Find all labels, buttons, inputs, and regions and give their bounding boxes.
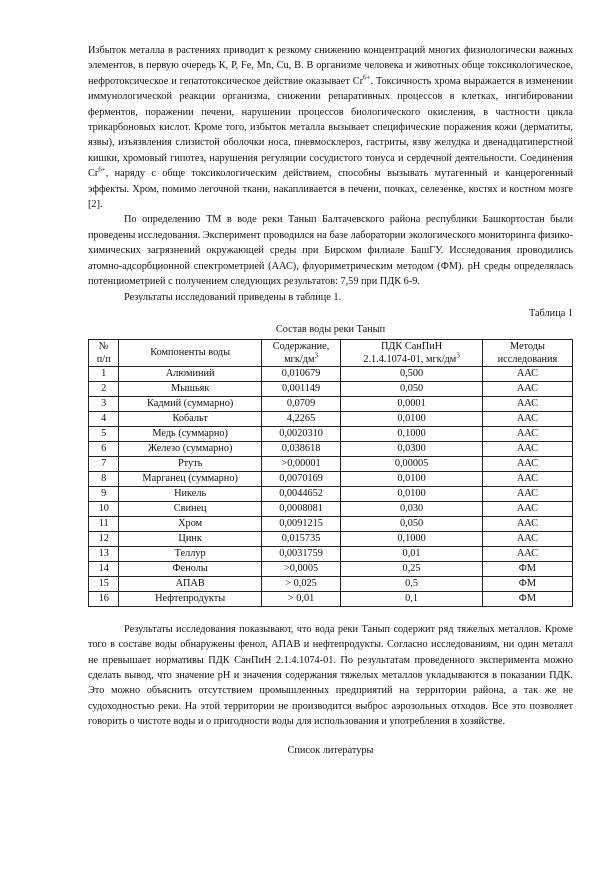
cell-pdk: 0,030 — [341, 501, 483, 516]
cell-method: ФМ — [482, 591, 572, 606]
water-composition-table — [88, 339, 573, 607]
cell-pdk: 0,0100 — [341, 411, 483, 426]
cell-number: 6 — [89, 441, 119, 456]
table-row — [89, 501, 573, 516]
table-row — [89, 471, 573, 486]
cell-method: ААС — [482, 381, 572, 396]
cell-method: ФМ — [482, 576, 572, 591]
header-text: Методы — [509, 340, 545, 352]
cell-content: 0,0709 — [261, 396, 340, 411]
cell-number: 13 — [89, 546, 119, 561]
table-row — [89, 381, 573, 396]
cell-method: ААС — [482, 546, 572, 561]
cell-pdk: 0,1000 — [341, 531, 483, 546]
cell-component: АПАВ — [119, 576, 261, 591]
table-row — [89, 591, 573, 606]
cell-pdk: 0,1 — [341, 591, 483, 606]
cell-component: Кадмий (суммарно) — [119, 396, 261, 411]
cell-component: Нефтепродукты — [119, 591, 261, 606]
cell-component: Фенолы — [119, 561, 261, 576]
paragraph-table-ref: Результаты исследований приведены в таблице 1. — [124, 291, 342, 303]
paragraph-text: , наряду с обще токсикологическим действием, способны вызывать мутагенный и канцерогенный эффекты. Хром, помимо легочной ткани, накапливается в печени, почках, селезенке, костях и костном мозге [2]. — [88, 168, 573, 211]
cell-content: 0,0031759 — [261, 546, 340, 561]
cell-component: Ртуть — [119, 456, 261, 471]
cell-number: 11 — [89, 516, 119, 531]
table-row — [89, 366, 573, 381]
table-row — [89, 456, 573, 471]
superscript: 6+ — [363, 73, 371, 82]
cell-pdk: 0,0300 — [341, 441, 483, 456]
header-pdk — [341, 339, 483, 366]
superscript: 6+ — [98, 165, 106, 174]
cell-component: Медь (суммарно) — [119, 426, 261, 441]
table-row — [89, 546, 573, 561]
cell-pdk: 0,1000 — [341, 426, 483, 441]
cell-number: 16 — [89, 591, 119, 606]
cell-component: Марганец (суммарно) — [119, 471, 261, 486]
cell-number: 7 — [89, 456, 119, 471]
header-text: п/п — [96, 353, 111, 365]
cell-pdk: 0,25 — [341, 561, 483, 576]
cell-method: ААС — [482, 471, 572, 486]
table-row — [89, 561, 573, 576]
header-number — [89, 339, 119, 366]
cell-method: ААС — [482, 531, 572, 546]
cell-number: 5 — [89, 426, 119, 441]
cell-component: Алюминий — [119, 366, 261, 381]
cell-number: 12 — [89, 531, 119, 546]
cell-method: ААС — [482, 411, 572, 426]
cell-content: >0,00001 — [261, 456, 340, 471]
document-page — [88, 43, 573, 758]
cell-number: 9 — [89, 486, 119, 501]
cell-content: > 0,025 — [261, 576, 340, 591]
header-text: исследования — [497, 353, 558, 365]
header-content — [261, 339, 340, 366]
table-header-row — [89, 339, 573, 366]
cell-pdk: 0,500 — [341, 366, 483, 381]
cell-component: Хром — [119, 516, 261, 531]
cell-method: ААС — [482, 501, 572, 516]
table-row — [89, 576, 573, 591]
paragraph-study: По определению ТМ в воде реки Танып Балтачевского района республики Башкортостан были проведены исследования. Эксперимент проводился на базе лаборатории экологического мониторинга физико-химических загрязнений окружающей среды при Бирском филиале БашГУ. Исследования проводились атомно-адсорбционной спектрометрией (ААС), флуориметрическим методом (ФМ). pH среды определялась потенциометрией с получением следующих результатов: 7,59 при ПДК 6-9. — [88, 214, 573, 288]
cell-pdk: 0,050 — [341, 516, 483, 531]
table-title: Состав воды реки Танып — [275, 324, 386, 336]
table-body — [89, 366, 573, 606]
cell-component: Цинк — [119, 531, 261, 546]
cell-content: 4,2265 — [261, 411, 340, 426]
header-text: мгк/дм — [284, 353, 315, 365]
cell-pdk: 0,01 — [341, 546, 483, 561]
paragraph-text: . Токсичность хрома выражается в изменении иммунологической реакции организма, снижении репаративных процессов в клетках, ингибировании ферментов, поражении печени, нарушении процессов биологического окисления, в частности цикла трикарбоновых кислот. Кроме того, избыток металла вызывает специфические поражения кожи (дерматиты, язвы), изъязвления слизистой оболочки носа, пневмосклероз, гастриты, язву желудка и двенадцатиперстной кишки, хромовый гипотез, нарушения регуляции сосудистого тонуса и сердечной деятельности. Соединения Cr — [88, 75, 573, 180]
table-row — [89, 411, 573, 426]
cell-component: Кобальт — [119, 411, 261, 426]
references-heading: Список литературы — [287, 744, 374, 756]
cell-number: 4 — [89, 411, 119, 426]
cell-method: ФМ — [482, 561, 572, 576]
paragraph-chromium-toxicity — [88, 43, 573, 212]
cell-content: 0,001149 — [261, 381, 340, 396]
cell-content: 0,015735 — [261, 531, 340, 546]
table-row — [89, 486, 573, 501]
paragraph-conclusion: Результаты исследования показывают, что вода реки Танып содержит ряд тяжелых металлов. Кроме того в составе воды обнаружены фенол, АПАВ и нефтепродукты. Согласно исследованиям, ни один металл не превышает нормативы ПДК СанПиН 2.1.4.1074-01. По результатам проведенного эксперимента можно сделать вывод, что значение pH и значения содержания тяжелых металлов укладываются в показании ПДК. Это можно объяснить отсутствием промышленных предприятий на территории района, а так же не судоходностью реки. На этой территории не производится выброс аэрозольных отходов. Все это позволяет говорить о чистоте воды и о пригодности воды для использования и употребления в хозяйстве. — [88, 623, 573, 728]
cell-number: 2 — [89, 381, 119, 396]
cell-method: ААС — [482, 366, 572, 381]
cell-number: 10 — [89, 501, 119, 516]
cell-method: ААС — [482, 426, 572, 441]
cell-number: 15 — [89, 576, 119, 591]
cell-content: 0,0020310 — [261, 426, 340, 441]
cell-content: 0,0070169 — [261, 471, 340, 486]
cell-content: 0,0044652 — [261, 486, 340, 501]
cell-pdk: 0,5 — [341, 576, 483, 591]
cell-pdk: 0,050 — [341, 381, 483, 396]
table-row — [89, 516, 573, 531]
cell-number: 14 — [89, 561, 119, 576]
cell-pdk: 0,00005 — [341, 456, 483, 471]
table-row — [89, 396, 573, 411]
header-component: Компоненты воды — [119, 339, 261, 366]
cell-pdk: 0,0001 — [341, 396, 483, 411]
cell-component: Железо (суммарно) — [119, 441, 261, 456]
cell-method: ААС — [482, 486, 572, 501]
cell-component: Свинец — [119, 501, 261, 516]
cell-component: Теллур — [119, 546, 261, 561]
cell-pdk: 0,0100 — [341, 471, 483, 486]
header-text: ПДК СанПиН — [380, 340, 443, 352]
cell-number: 8 — [89, 471, 119, 486]
cell-content: 0,038618 — [261, 441, 340, 456]
header-text: Содержание, — [272, 340, 330, 352]
cell-content: > 0,01 — [261, 591, 340, 606]
header-text: 2.1.4.1074-01, мгк/дм — [363, 353, 457, 365]
cell-content: 0,010679 — [261, 366, 340, 381]
superscript: 3 — [314, 351, 318, 360]
cell-content: 0,0091215 — [261, 516, 340, 531]
table-row — [89, 531, 573, 546]
cell-method: ААС — [482, 396, 572, 411]
cell-number: 1 — [89, 366, 119, 381]
header-method — [482, 339, 572, 366]
superscript: 3 — [456, 351, 460, 360]
cell-component: Никель — [119, 486, 261, 501]
cell-method: ААС — [482, 441, 572, 456]
cell-method: ААС — [482, 456, 572, 471]
table-row — [89, 441, 573, 456]
cell-pdk: 0,0100 — [341, 486, 483, 501]
header-text: № — [98, 340, 109, 352]
table-row — [89, 426, 573, 441]
cell-component: Мышьяк — [119, 381, 261, 396]
cell-content: 0,0008081 — [261, 501, 340, 516]
cell-method: ААС — [482, 516, 572, 531]
cell-number: 3 — [89, 396, 119, 411]
cell-content: >0,0005 — [261, 561, 340, 576]
table-label: Таблица 1 — [528, 307, 573, 319]
paragraph-text: Избыток металла в растениях приводит к резкому снижению концентраций многих физиологически важных элементов, в первую очередь К, Р, Fe, Mn, Cu, B. В организме человека и животных обще токсикологическое, нефротоксическое и гепатотоксическое действие оказывает Cr — [88, 45, 573, 87]
